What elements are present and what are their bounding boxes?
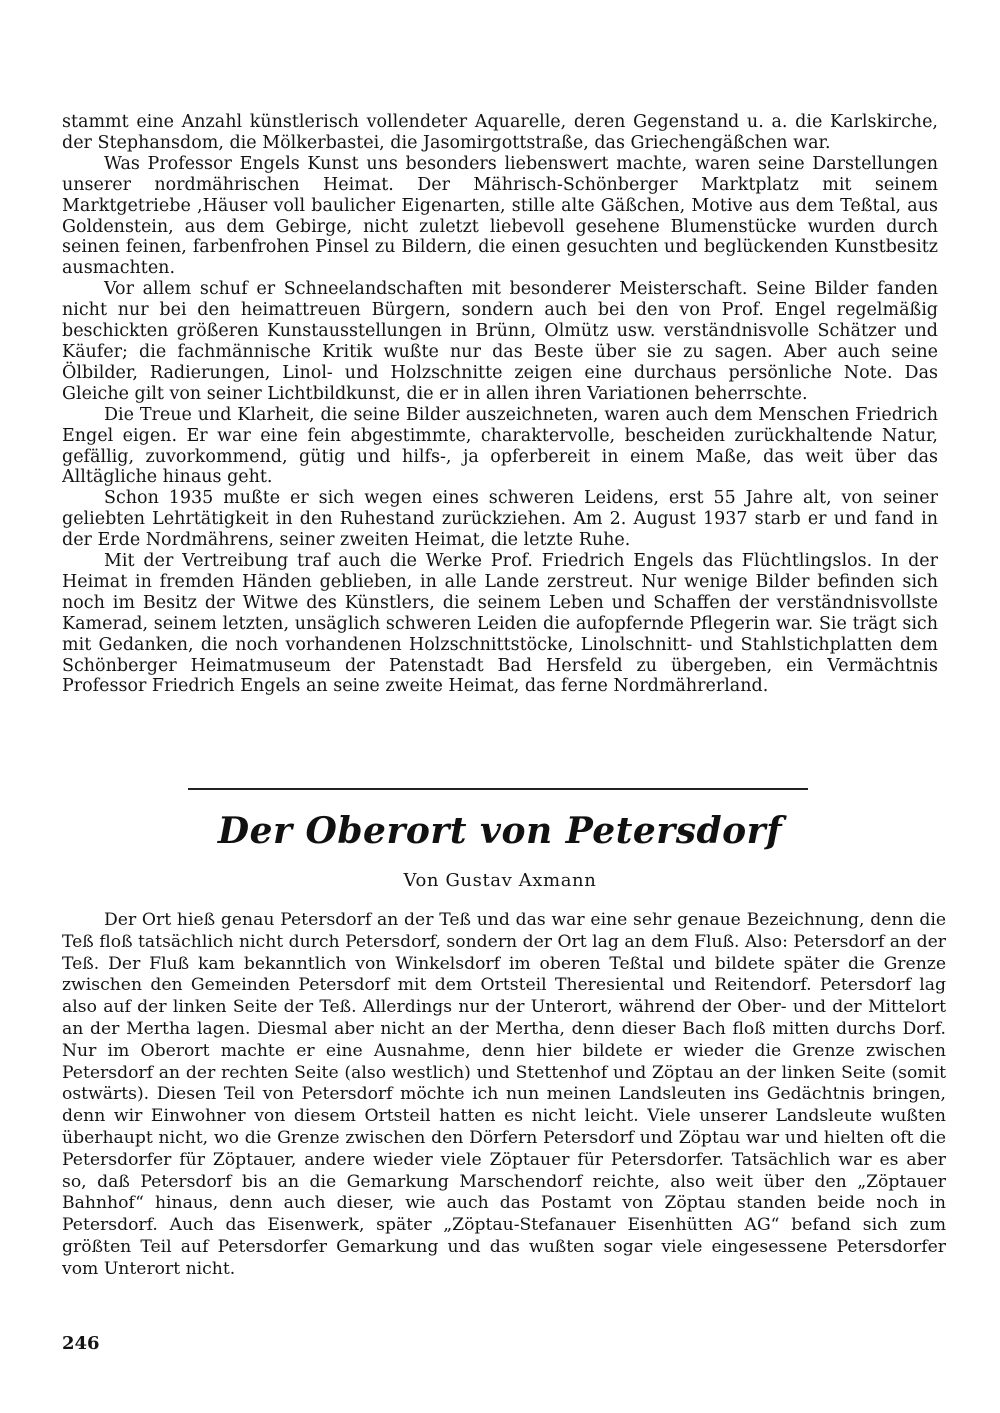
- section-divider: [188, 788, 808, 790]
- paragraph-5: Schon 1935 mußte er sich wegen eines schweren Leidens, erst 55 Jahre alt, von seiner geliebten Lehrtätigkeit in den Ruhestand zurückziehen. Am 2. August 1937 starb er und fand in der Erde Nordmährens, seiner zweiten Heimat, die letzte Ruhe.: [62, 488, 938, 551]
- paragraph-3: Vor allem schuf er Schneelandschaften mit besonderer Meisterschaft. Seine Bilder fanden nicht nur bei den heimattreuen Bürgern, sondern auch bei den von Prof. Engel regelmäßig beschickten größeren Kunstausstellungen in Brünn, Olmütz usw. verständnisvolle Schätzer und Käufer; die fachmännische Kritik wußte nur das Beste über sie zu sagen. Aber auch seine Ölbilder, Radierungen, Linol- und Holzschnitte zeigen eine durchaus persönliche Note. Das Gleiche gilt von seiner Lichtbildkunst, die er in allen ihren Variationen beherrschte.: [62, 279, 938, 404]
- paragraph-4: Die Treue und Klarheit, die seine Bilder auszeichneten, waren auch dem Menschen Friedrich Engel eigen. Er war eine fein abgestimmte, charaktervolle, bescheiden zurückhaltende Natur, gefällig, zuvorkommend, gütig und hilfs-, ja opferbereit in einem Maße, das weit über das Alltägliche hinaus geht.: [62, 404, 938, 488]
- previous-article-continuation: [62, 112, 938, 697]
- paragraph-1: stammt eine Anzahl künstlerisch vollendeter Aquarelle, deren Gegenstand u. a. die Karlskirche, der Stephansdom, die Mölkerbastei, die Jasomirgottstraße, das Griechengäßchen war.: [62, 112, 938, 153]
- article-body: [62, 910, 946, 1281]
- page-number: 246: [62, 1333, 100, 1354]
- paragraph-6: Mit der Vertreibung traf auch die Werke Prof. Friedrich Engels das Flüchtlingslos. In der Heimat in fremden Händen geblieben, in alle Lande zerstreut. Nur wenige Bilder befinden sich noch im Besitz der Witwe des Künstlers, die seinem Leben und Schaffen der verständnisvollste Kamerad, seinem letzten, unsäglich schweren Leiden die aufopfernde Pflegerin war. Sie trägt sich mit Gedanken, die noch vorhandenen Holzschnittstöcke, Linolschnitt- und Stahlstichplatten dem Schönberger Heimatmuseum der Patenstadt Bad Hersfeld zu übergeben, ein Vermächtnis Professor Friedrich Engels an seine zweite Heimat, das ferne Nordmährerland.: [62, 551, 938, 697]
- article-title: Der Oberort von Petersdorf: [217, 810, 783, 852]
- article-paragraph-1: Der Ort hieß genau Petersdorf an der Teß und das war eine sehr genaue Bezeichnung, denn die Teß floß tatsächlich nicht durch Petersdorf, sondern der Ort lag an dem Fluß. Also: Petersdorf an der Teß. Der Fluß kam bekanntlich von Winkelsdorf im oberen Teßtal und bildete später die Grenze zwischen den Gemeinden Petersdorf mit dem Ortsteil Theresiental und Reitendorf. Petersdorf lag also auf der linken Seite der Teß. Allerdings nur der Unterort, während der Ober- und der Mittelort an der Mertha lagen. Diesmal aber nicht an der Mertha, denn dieser Bach floß mitten durchs Dorf. Nur im Oberort machte er eine Ausnahme, denn hier bildete er wieder die Grenze zwischen Petersdorf an der rechten Seite (also westlich) und Stettenhof und Zöptau an der linken Seite (somit ostwärts). Diesen Teil von Petersdorf möchte ich nun meinen Landsleuten ins Gedächtnis bringen, denn wir Einwohner von diesem Ortsteil hatten es nicht leicht. Viele unserer Landsleute wußten überhaupt nicht, wo die Grenze zwischen den Dörfern Petersdorf und Zöptau war und hielten oft die Petersdorfer für Zöptauer, andere wieder viele Zöptauer für Petersdorfer. Tatsächlich war es aber so, daß Petersdorf bis an die Gemarkung Marschendorf reichte, also weit über den „Zöptauer Bahnhof“ hinaus, denn auch dieser, wie auch das Postamt von Zöptau standen beide noch in Petersdorf. Auch das Eisenwerk, später „Zöptau-Stefanauer Eisenhütten AG“ befand sich zum größten Teil auf Petersdorfer Gemarkung und das wußten sogar viele eingesessene Petersdorfer vom Unterort nicht.: [62, 910, 946, 1279]
- paragraph-2: Was Professor Engels Kunst uns besonders liebenswert machte, waren seine Darstellungen unserer nordmährischen Heimat. Der Mährisch-Schönberger Marktplatz mit seinem Marktgetriebe ,Häuser voll baulicher Eigenarten, stille alte Gäßchen, Motive aus dem Teßtal, aus Goldenstein, aus dem Gebirge, nicht zuletzt liebevoll gesehene Blumenstücke wurden durch seinen feinen, farbenfrohen Pinsel zu Bildern, die einen gesuchten und beglückenden Kunstbesitz ausmachten.: [62, 153, 938, 279]
- article-byline: Von Gustav Axmann: [403, 870, 597, 891]
